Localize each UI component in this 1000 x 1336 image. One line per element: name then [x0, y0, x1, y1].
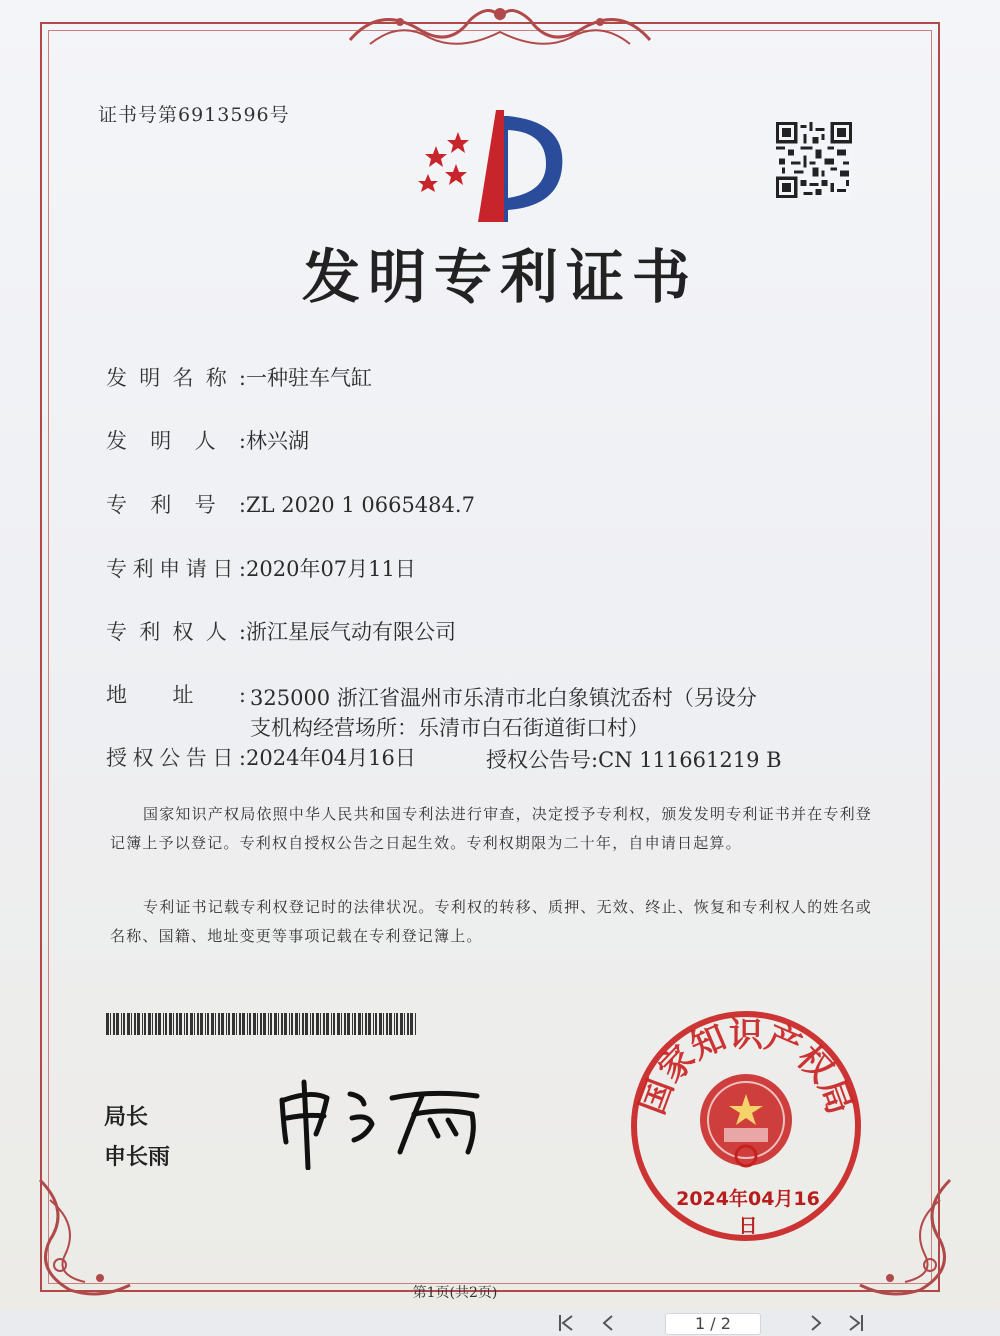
field-announcement-number	[486, 744, 782, 774]
field-application-date	[106, 553, 416, 583]
field-label: 发明名称:	[106, 366, 246, 390]
legal-paragraph-1: 国家知识产权局依照中华人民共和国专利法进行审查，决定授予专利权，颁发发明专利证书并在专利登记簿上予以登记。专利权自授权公告之日起生效。专利权期限为二十年，自申请日起算。	[110, 805, 873, 852]
field-value: 2024年04月16日	[246, 746, 416, 770]
cnipa-logo-icon	[412, 102, 572, 226]
certificate-title: 发明专利证书	[301, 243, 698, 311]
certificate-number: 证书号第6913596号	[98, 104, 290, 126]
signatory-name: 申长雨	[104, 1145, 171, 1170]
bottom-left-ornament	[30, 1170, 140, 1300]
field-label: 授权公告号:	[486, 748, 599, 772]
last-page-icon	[848, 1314, 864, 1332]
handwritten-signature	[272, 1070, 502, 1170]
field-patentee	[106, 616, 456, 646]
last-page-button[interactable]	[838, 1310, 874, 1336]
field-address	[106, 679, 246, 709]
address-line-2: 支机构经营场所：乐清市白石街道街口村）	[250, 716, 649, 740]
field-announcement-date	[106, 742, 416, 772]
signatory-title: 局长	[104, 1105, 149, 1130]
prev-page-button[interactable]	[590, 1310, 626, 1336]
field-value: CN 111661219 B	[598, 748, 782, 772]
legal-paragraph-2: 专利证书记载专利权登记时的法律状况。专利权的转移、质押、无效、终止、恢复和专利权人的姓名或名称、国籍、地址变更等事项记载在专利登记簿上。	[110, 898, 873, 945]
first-page-icon	[558, 1314, 574, 1332]
page-indicator[interactable]: 1 / 2	[665, 1313, 761, 1335]
next-page-button[interactable]	[798, 1310, 834, 1336]
top-ornament	[340, 0, 660, 52]
prev-page-icon	[602, 1314, 614, 1332]
field-label: 专利申请日:	[106, 557, 246, 581]
field-invention-name	[106, 362, 372, 392]
address-line-1: 325000 浙江省温州市乐清市北白象镇沈岙村（另设分	[250, 686, 757, 710]
field-value: 浙江星辰气动有限公司	[246, 620, 456, 644]
bottom-right-ornament	[850, 1170, 960, 1300]
first-page-button[interactable]	[548, 1310, 584, 1336]
field-label: 授权公告日:	[106, 746, 246, 770]
page-footer: 第1页(共2页)	[412, 1285, 498, 1301]
viewer-toolbar	[0, 1310, 1000, 1336]
field-value: 林兴湖	[246, 429, 309, 453]
field-label: 发明人:	[106, 429, 246, 453]
field-patent-number	[106, 489, 475, 519]
field-label: 专利号:	[106, 493, 246, 517]
seal-text: 国家知识产权局	[632, 1014, 860, 1120]
field-label: 地址:	[106, 683, 246, 707]
field-label: 专利权人:	[106, 620, 246, 644]
next-page-icon	[810, 1314, 822, 1332]
seal-date: 2024年04月16日	[676, 1188, 820, 1237]
field-value: ZL 2020 1 0665484.7	[246, 493, 475, 517]
field-value: 2020年07月11日	[246, 557, 416, 581]
field-inventor	[106, 425, 309, 455]
barcode-icon	[106, 1013, 418, 1035]
qr-code-icon	[776, 122, 852, 198]
field-value: 一种驻车气缸	[246, 366, 372, 390]
address-value	[250, 683, 757, 743]
